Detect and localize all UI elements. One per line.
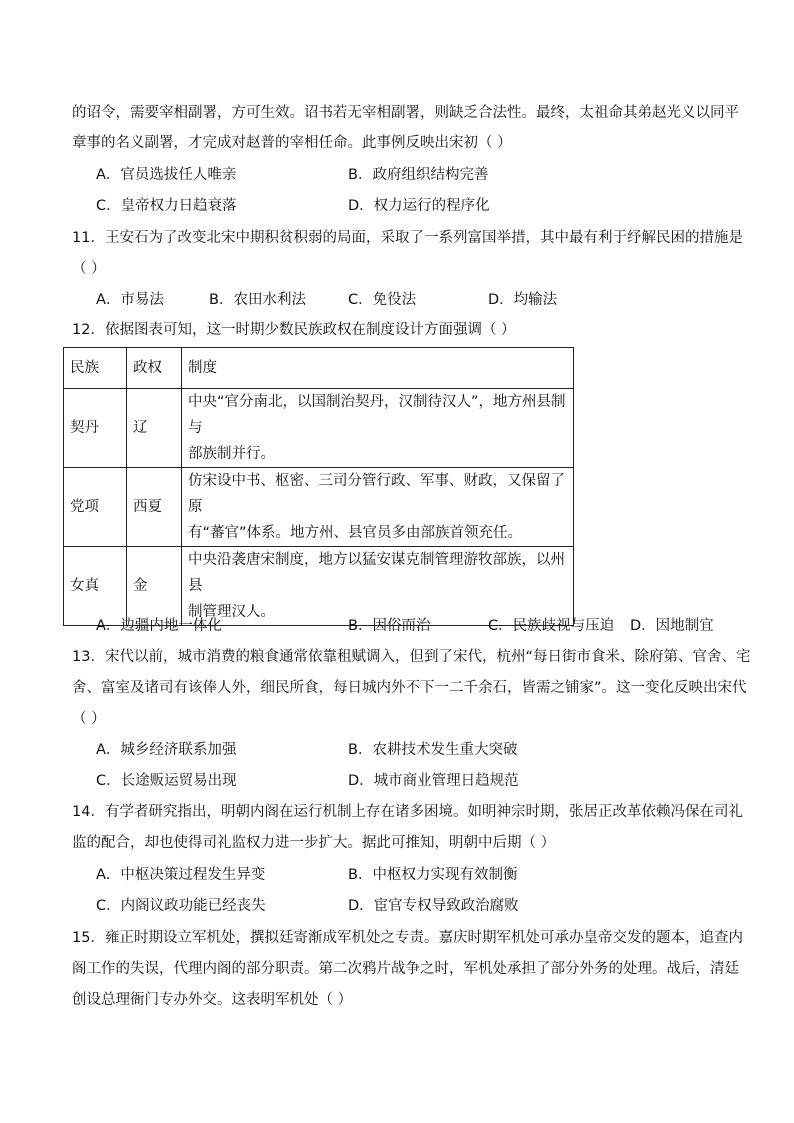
q11-stem-line-1: 11．王安石为了改变北宋中期积贫积弱的局面，采取了一系列富国举措，其中最有利于纾解民困的措施是	[72, 230, 743, 246]
q12-option-a: A．边疆内地一体化	[96, 618, 222, 634]
q11-option-b: B．农田水利法	[209, 292, 306, 308]
cell-regime: 金	[127, 547, 182, 626]
header-regime: 政权	[127, 348, 182, 389]
q10-option-a: A．官员选拔任人唯亲	[96, 167, 237, 183]
q15-stem-line-1: 15．雍正时期设立军机处，撰拟廷寄渐成军机处之专责。嘉庆时期军机处可承办皇帝交发的题本，追查内	[72, 930, 743, 946]
q11-stem-line-2: （ ）	[72, 261, 106, 277]
q11-option-a: A．市易法	[96, 292, 164, 308]
q10-option-b: B．政府组织结构完善	[348, 167, 489, 183]
q10-option-d: D．权力运行的程序化	[348, 198, 490, 214]
q13-option-b: B．农耕技术发生重大突破	[348, 742, 518, 758]
q10-stem-line-2: 章事的名义副署，才完成对赵普的宰相任命。此事例反映出宋初（ ）	[72, 135, 512, 151]
cell-system	[182, 547, 574, 626]
q13-stem-line-2: 舍、富室及诸司有该俸人外，细民所食，每日城内外不下一二千余石，皆需之铺家”。这一变化反映出宋代	[72, 680, 747, 696]
q13-stem-line-1: 13．宋代以前，城市消费的粮食通常依靠租赋调入，但到了宋代，杭州“每日街市食米、除府第、官舍、宅	[72, 649, 751, 665]
q14-stem-line-1: 14．有学者研究指出，明朝内阁在运行机制上存在诸多困境。如明神宗时期，张居正改革依赖冯保在司礼	[72, 804, 743, 820]
q11-option-c: C．免役法	[348, 292, 417, 308]
table-header-row	[64, 348, 574, 389]
cell-ethnic: 契丹	[64, 389, 127, 468]
table-row	[64, 468, 574, 547]
cell-regime: 辽	[127, 389, 182, 468]
cell-system-line: 中央沿袭唐宋制度，地方以猛安谋克制管理游牧部族，以州县	[188, 552, 565, 594]
q12-option-c: C．民族歧视与压迫	[488, 618, 615, 634]
q10-option-c: C．皇帝权力日趋衰落	[96, 198, 237, 214]
cell-ethnic: 女真	[64, 547, 127, 626]
cell-ethnic: 党项	[64, 468, 127, 547]
q13-option-a: A．城乡经济联系加强	[96, 742, 237, 758]
q10-stem-line-1: 的诏令，需要宰相副署，方可生效。诏书若无宰相副署，则缺乏合法性。最终，太祖命其弟赵光义以同平	[72, 105, 739, 121]
cell-system-line: 中央“官分南北，以国制治契丹，汉制待汉人”，地方州县制与	[188, 394, 566, 436]
q14-option-d: D．宦官专权导致政治腐败	[348, 898, 519, 914]
table-row	[64, 389, 574, 468]
header-system: 制度	[182, 348, 574, 389]
q12-option-b: B．因俗而治	[348, 618, 431, 634]
cell-system-line: 部族制并行。	[188, 446, 275, 462]
q14-stem-line-2: 监的配合，却也使得司礼监权力进一步扩大。据此可推知，明朝中后期（ ）	[72, 835, 556, 851]
q14-option-b: B．中枢权力实现有效制衡	[348, 867, 518, 883]
table-row	[64, 547, 574, 626]
cell-system	[182, 468, 574, 547]
cell-regime: 西夏	[127, 468, 182, 547]
cell-system	[182, 389, 574, 468]
header-ethnic: 民族	[64, 348, 127, 389]
q12-stem: 12．依据图表可知，这一时期少数民族政权在制度设计方面强调（ ）	[72, 322, 516, 338]
q14-option-c: C．内阁议政功能已经丧失	[96, 898, 266, 914]
q11-option-d: D．均输法	[488, 292, 558, 308]
cell-system-line: 制管理汉人。	[188, 604, 275, 620]
q13-option-c: C．长途贩运贸易出现	[96, 773, 237, 789]
q12-option-d: D．因地制宜	[630, 618, 714, 634]
q15-stem-line-3: 创设总理衙门专办外交。这表明军机处（ ）	[72, 992, 353, 1008]
q13-option-d: D．城市商业管理日趋规范	[348, 773, 519, 789]
q13-stem-line-3: （ ）	[72, 711, 106, 727]
cell-system-line: 有“蕃官”体系。地方州、县官员多由部族首领充任。	[188, 525, 523, 541]
cell-system-line: 仿宋设中书、枢密、三司分管行政、军事、财政，又保留了原	[188, 473, 565, 515]
regime-system-table	[63, 347, 574, 626]
q15-stem-line-2: 阁工作的失误，代理内阁的部分职责。第二次鸦片战争之时，军机处承担了部分外务的处理。战后，清廷	[72, 961, 739, 977]
q14-option-a: A．中枢决策过程发生异变	[96, 867, 266, 883]
